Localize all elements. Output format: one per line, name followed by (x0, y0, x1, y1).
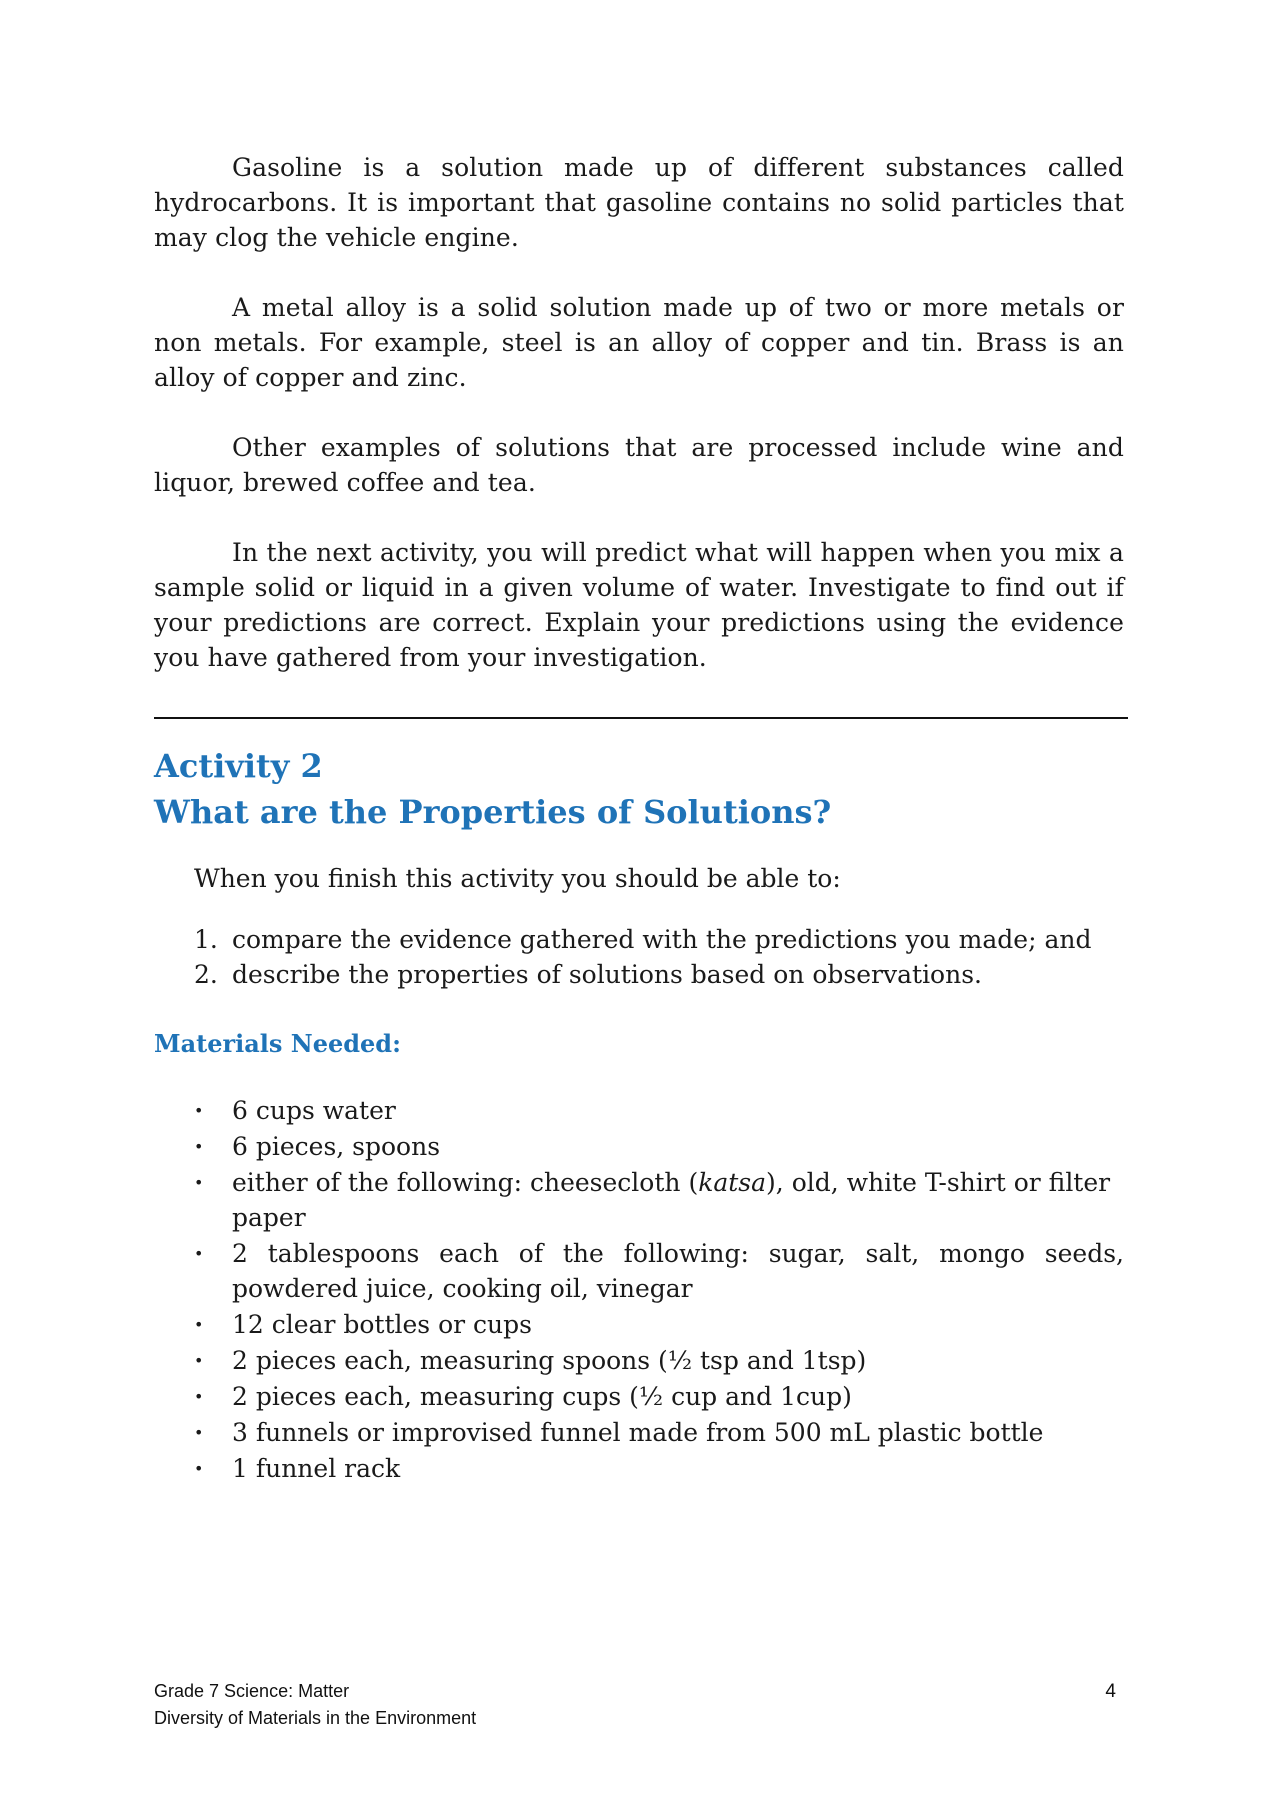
bullet-icon: • (194, 1137, 204, 1156)
page-number: 4 (1105, 1681, 1116, 1702)
paragraph-other-examples: Other examples of solutions that are processed include wine and liquor, brewed coffee and tea. (154, 433, 1124, 497)
list-number: 2. (194, 960, 218, 989)
materials-list (194, 1093, 1124, 1486)
list-number: 1. (194, 925, 218, 954)
list-text: 12 clear bottles or cups (232, 1310, 532, 1339)
activity-intro: When you finish this activity you should be able to: (194, 864, 841, 893)
page-footer (154, 1678, 1124, 1732)
bullet-icon: • (194, 1101, 204, 1120)
section-divider (154, 717, 1128, 719)
paragraph-metal-alloy: A metal alloy is a solid solution made up of two or more metals or non metals. For example, steel is an alloy of copper and tin. Brass is an alloy of copper and zinc. (154, 293, 1124, 392)
list-item (194, 1451, 1124, 1486)
bullet-icon: • (194, 1351, 204, 1370)
paragraph-gasoline: Gasoline is a solution made up of different substances called hydrocarbons. It is important that gasoline contains no solid particles that may clog the vehicle engine. (154, 153, 1124, 252)
list-item (194, 1307, 1124, 1342)
list-text: compare the evidence gathered with the predictions you made; and (232, 925, 1092, 954)
list-item (194, 1343, 1124, 1378)
materials-heading: Materials Needed: (154, 1029, 401, 1058)
list-text-part: ), old, white T-shirt or filter paper (232, 1168, 1111, 1232)
list-text-italic: katsa (698, 1168, 767, 1197)
activity-heading (154, 743, 1124, 835)
bullet-icon: • (194, 1173, 204, 1192)
list-text: 1 funnel rack (232, 1454, 401, 1483)
list-item (194, 1415, 1124, 1450)
list-item (194, 1129, 1124, 1164)
list-text: 2 pieces each, measuring spoons (½ tsp and 1tsp) (232, 1346, 867, 1375)
list-item (194, 1379, 1124, 1414)
bullet-icon: • (194, 1244, 204, 1263)
list-text: 6 cups water (232, 1096, 396, 1125)
footer-module: Diversity of Materials in the Environment (154, 1708, 477, 1728)
bullet-icon: • (194, 1315, 204, 1334)
bullet-icon: • (194, 1423, 204, 1442)
activity-title: What are the Properties of Solutions? (154, 793, 832, 831)
list-text (232, 1165, 1124, 1235)
list-item (194, 1093, 1124, 1128)
list-text-part: either of the following: cheesecloth ( (232, 1168, 699, 1197)
list-item (194, 1165, 1124, 1235)
bullet-icon: • (194, 1459, 204, 1478)
list-text: 2 pieces each, measuring cups (½ cup and 1cup) (232, 1382, 852, 1411)
objectives-list (194, 922, 1124, 992)
footer-course: Grade 7 Science: Matter (154, 1681, 350, 1701)
list-item (194, 922, 1124, 957)
list-text: describe the properties of solutions based on observations. (232, 960, 982, 989)
bullet-icon: • (194, 1387, 204, 1406)
list-item (194, 1236, 1124, 1306)
paragraph-next-activity: In the next activity, you will predict what will happen when you mix a sample solid or liquid in a given volume of water. Investigate to find out if your predictions are correct. Explain your predictions using the evidence you have gathered from your investigation. (154, 538, 1124, 672)
list-item (194, 957, 1124, 992)
page-content (154, 150, 1124, 1487)
activity-label: Activity 2 (154, 747, 323, 785)
list-text: 2 tablespoons each of the following: sugar, salt, mongo seeds, powdered juice, cooking oil, vinegar (232, 1239, 1124, 1303)
list-text: 6 pieces, spoons (232, 1132, 441, 1161)
list-text: 3 funnels or improvised funnel made from 500 mL plastic bottle (232, 1418, 1044, 1447)
